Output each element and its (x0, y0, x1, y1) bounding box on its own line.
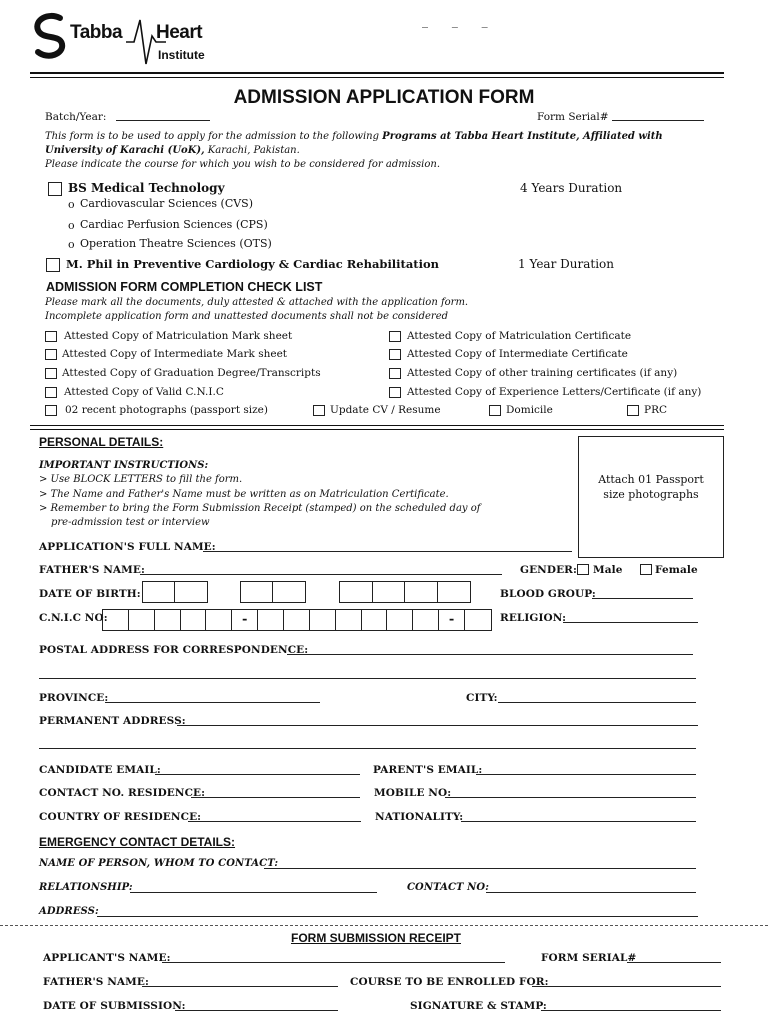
receipt-applicant-label: APPLICANT'S NAME: (43, 952, 171, 964)
relationship-label: RELATIONSHIP: (39, 882, 133, 893)
gender-female-label: Female (655, 564, 698, 576)
parent-email-field[interactable] (476, 774, 696, 775)
parent-email-label: PARENT'S EMAIL: (373, 764, 483, 776)
instruction-line: > The Name and Father's Name must be written as on Matriculation Certificate. (39, 489, 449, 500)
mphil-program-duration: 1 Year Duration (518, 257, 614, 271)
passport-photo-box[interactable] (578, 436, 724, 558)
receipt-course-field[interactable] (532, 986, 721, 987)
doc-checkbox[interactable] (389, 387, 401, 398)
postal-address-field-2[interactable] (39, 678, 696, 679)
emergency-person-label: NAME OF PERSON, WHOM TO CONTACT: (39, 858, 279, 869)
bs-option-ots: Operation Theatre Sciences (OTS) (80, 237, 272, 250)
batch-year-field[interactable] (116, 120, 210, 121)
doc-label: Attested Copy of Matriculation Mark sheet (64, 330, 293, 342)
bs-option-bullet: o (68, 238, 75, 251)
permanent-address-label: PERMANENT ADDRESS: (39, 715, 186, 727)
batch-year-label: Batch/Year: (45, 111, 107, 123)
section-rule (30, 425, 724, 426)
domicile-label: Domicile (506, 404, 553, 416)
doc-checkbox[interactable] (45, 349, 57, 360)
doc-checkbox[interactable] (389, 368, 401, 379)
gender-label: GENDER: (520, 564, 577, 576)
personal-details-heading: PERSONAL DETAILS: (39, 435, 164, 449)
doc-label: Attested Copy of Experience Letters/Certificate (if any) (407, 386, 702, 398)
doc-checkbox[interactable] (45, 368, 57, 379)
instruction-line: > Remember to bring the Form Submission Receipt (stamped) on the scheduled day of (39, 503, 481, 514)
father-name-label: FATHER'S NAME: (39, 564, 145, 576)
receipt-signature-label: SIGNATURE & STAMP: (410, 1000, 547, 1012)
logo (30, 12, 220, 72)
candidate-email-label: CANDIDATE EMAIL: (39, 764, 161, 776)
receipt-applicant-field[interactable] (162, 962, 505, 963)
emergency-person-field[interactable] (264, 868, 696, 869)
full-name-label: APPLICATION'S FULL NAME: (39, 541, 216, 553)
doc-checkbox[interactable] (389, 349, 401, 360)
mobile-field[interactable] (445, 797, 696, 798)
religion-field[interactable] (563, 622, 698, 623)
checklist-note-2: Incomplete application form and unattested documents shall not be considered (45, 311, 449, 322)
instruction-line: pre-admission test or interview (51, 517, 210, 528)
bs-option-bullet: o (68, 219, 75, 232)
postal-address-label: POSTAL ADDRESS FOR CORRESPONDENCE: (39, 644, 309, 656)
cnic-boxes[interactable]: - - (102, 609, 492, 631)
bs-option-cps: Cardiac Perfusion Sciences (CPS) (80, 218, 268, 231)
emergency-contact-label: CONTACT NO: (407, 882, 489, 893)
province-label: PROVINCE: (39, 692, 109, 704)
page-title: ADMISSION APPLICATION FORM (233, 87, 535, 108)
postal-address-field[interactable] (287, 654, 693, 655)
receipt-father-field[interactable] (142, 986, 338, 987)
receipt-serial-label: FORM SERIAL# (541, 952, 637, 964)
full-name-field[interactable] (203, 551, 572, 552)
doc-checkbox[interactable] (45, 405, 57, 416)
candidate-email-field[interactable] (155, 774, 360, 775)
header-rule-thin (30, 77, 724, 78)
doc-checkbox[interactable] (45, 387, 57, 398)
doc-checkbox[interactable] (45, 331, 57, 342)
country-label: COUNTRY OF RESIDENCE: (39, 811, 202, 823)
dob-month-boxes[interactable] (240, 581, 306, 603)
intro-line-1: This form is to be used to apply for the admission to the following Programs at Tabba Heart Institute, Affiliated with (45, 131, 663, 142)
mphil-program-label: M. Phil in Preventive Cardiology & Cardiac Rehabilitation (66, 257, 440, 271)
doc-label: Attested Copy of Intermediate Certificate (407, 348, 628, 360)
religion-label: RELIGION: (500, 612, 567, 624)
form-serial-field[interactable] (612, 120, 704, 121)
city-field[interactable] (498, 702, 696, 703)
nationality-label: NATIONALITY: (375, 811, 464, 823)
gender-female-checkbox[interactable] (640, 564, 652, 575)
receipt-date-label: DATE OF SUBMISSION: (43, 1000, 186, 1012)
prc-checkbox[interactable] (627, 405, 639, 416)
section-rule (30, 429, 724, 430)
receipt-course-label: COURSE TO BE ENROLLED FOR: (350, 976, 549, 988)
passport-photo-text: Attach 01 Passport size photographs (598, 473, 704, 501)
contact-residence-field[interactable] (191, 797, 360, 798)
cut-line (0, 925, 768, 926)
logo-text-institute: Institute (158, 48, 205, 62)
emergency-heading: EMERGENCY CONTACT DETAILS: (39, 835, 236, 849)
logo-text-tabba: Tabba (70, 22, 123, 43)
emergency-contact-field[interactable] (486, 892, 696, 893)
cnic-label: C.N.I.C NO: (39, 612, 108, 624)
receipt-heading: FORM SUBMISSION RECEIPT (290, 931, 461, 945)
gender-male-checkbox[interactable] (577, 564, 589, 575)
city-label: CITY: (466, 692, 498, 704)
bs-program-checkbox[interactable] (48, 182, 62, 196)
country-field[interactable] (188, 821, 361, 822)
mphil-program-checkbox[interactable] (46, 258, 60, 272)
receipt-signature-field[interactable] (541, 1010, 721, 1011)
instructions-title: IMPORTANT INSTRUCTIONS: (39, 460, 209, 471)
doc-checkbox[interactable] (389, 331, 401, 342)
doc-label: Attested Copy of Valid C.N.I.C (64, 386, 224, 398)
domicile-checkbox[interactable] (489, 405, 501, 416)
permanent-address-field-2[interactable] (39, 748, 696, 749)
dob-day-boxes[interactable] (142, 581, 208, 603)
emergency-address-label: ADDRESS: (39, 906, 99, 917)
form-serial-label: Form Serial# (537, 111, 609, 123)
bs-program-label: BS Medical Technology (68, 181, 225, 195)
logo-text-heart: Heart (156, 22, 203, 43)
emergency-address-field[interactable] (97, 916, 698, 917)
bs-option-bullet: o (68, 198, 75, 211)
cv-checkbox[interactable] (313, 405, 325, 416)
instruction-line: > Use BLOCK LETTERS to fill the form. (39, 474, 243, 485)
receipt-serial-field[interactable] (627, 962, 721, 963)
mobile-label: MOBILE NO: (374, 787, 452, 799)
bs-option-cvs: Cardiovascular Sciences (CVS) (80, 197, 254, 210)
header-dashes: _ _ _ (422, 14, 498, 28)
permanent-address-field[interactable] (177, 725, 698, 726)
doc-label: Attested Copy of Graduation Degree/Transcripts (62, 367, 321, 379)
relationship-field[interactable] (130, 892, 377, 893)
intro-line-3: Please indicate the course for which you wish to be considered for admission. (45, 159, 441, 170)
doc-label: 02 recent photographs (passport size) (65, 404, 268, 416)
receipt-father-label: FATHER'S NAME: (43, 976, 149, 988)
dob-label: DATE OF BIRTH: (39, 588, 141, 600)
blood-group-label: BLOOD GROUP: (500, 588, 596, 600)
checklist-heading: ADMISSION FORM COMPLETION CHECK LIST (46, 280, 323, 294)
logo-mark-icon (30, 12, 70, 60)
header-rule-thick (30, 72, 724, 74)
receipt-date-field[interactable] (175, 1010, 338, 1011)
province-field[interactable] (105, 702, 320, 703)
gender-male-label: Male (593, 564, 623, 576)
nationality-field[interactable] (461, 821, 696, 822)
cv-label: Update CV / Resume (330, 404, 441, 416)
bs-program-duration: 4 Years Duration (520, 181, 623, 195)
intro-line-2: University of Karachi (UoK), Karachi, Pakistan. (45, 145, 300, 156)
checklist-note-1: Please mark all the documents, duly attested & attached with the application form. (45, 297, 469, 308)
prc-label: PRC (644, 404, 668, 416)
doc-label: Attested Copy of other training certificates (if any) (407, 367, 678, 379)
blood-group-field[interactable] (592, 598, 693, 599)
doc-label: Attested Copy of Intermediate Mark sheet (62, 348, 287, 360)
contact-residence-label: CONTACT NO. RESIDENCE: (39, 787, 206, 799)
dob-year-boxes[interactable] (339, 581, 471, 603)
doc-label: Attested Copy of Matriculation Certificate (407, 330, 632, 342)
father-name-field[interactable] (140, 574, 502, 575)
